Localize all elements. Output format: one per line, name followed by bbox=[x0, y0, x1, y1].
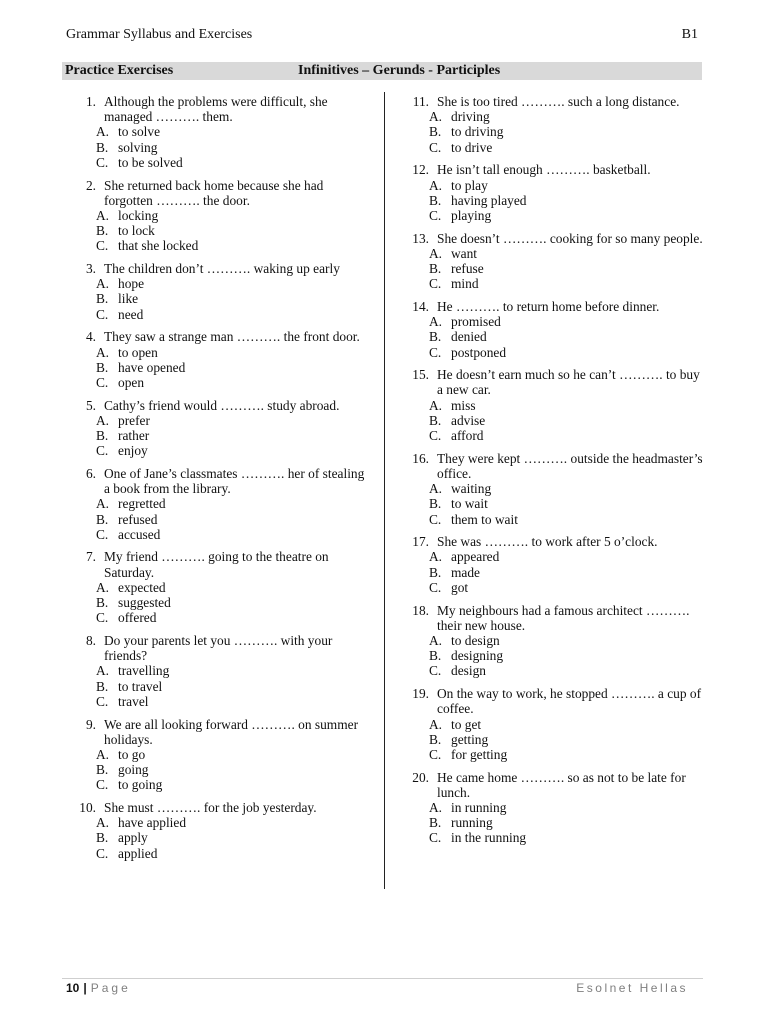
option-letter: A. bbox=[96, 276, 110, 292]
option-letter: B. bbox=[429, 412, 442, 428]
option-letter: B. bbox=[429, 564, 442, 580]
question-number: 11. bbox=[412, 94, 429, 109]
option-text: to drive bbox=[451, 139, 493, 155]
question-item bbox=[70, 717, 370, 793]
question-item bbox=[403, 770, 703, 846]
question-item bbox=[403, 231, 703, 292]
question-number: 19. bbox=[412, 686, 429, 702]
question-item bbox=[403, 162, 703, 223]
option-text: promised bbox=[451, 314, 501, 330]
option-letter: B. bbox=[429, 329, 442, 345]
question-number: 20. bbox=[412, 769, 429, 785]
option-text: miss bbox=[451, 397, 476, 413]
answer-option bbox=[403, 565, 703, 580]
question-item bbox=[403, 94, 703, 155]
answer-option bbox=[70, 496, 370, 511]
option-letter: B. bbox=[429, 648, 442, 664]
question-line bbox=[70, 94, 370, 124]
answer-option bbox=[70, 307, 370, 322]
section-bar bbox=[62, 62, 702, 80]
answer-option bbox=[70, 694, 370, 709]
option-text: want bbox=[451, 245, 478, 261]
question-number: 8. bbox=[85, 633, 96, 648]
question-text: They saw a strange man ………. the front door. bbox=[104, 329, 360, 345]
page-number: 10 bbox=[66, 981, 80, 995]
option-letter: A. bbox=[429, 109, 443, 125]
question-item bbox=[70, 178, 370, 254]
question-number: 9. bbox=[85, 716, 96, 732]
option-letter: A. bbox=[429, 633, 443, 648]
question-number: 16. bbox=[412, 450, 429, 466]
option-text: locking bbox=[118, 207, 159, 223]
option-text: to get bbox=[451, 716, 482, 732]
option-letter: C. bbox=[96, 526, 109, 542]
question-text: We are all looking forward ………. on summer holidays. bbox=[104, 716, 359, 747]
option-letter: B. bbox=[429, 261, 442, 277]
option-letter: A. bbox=[96, 663, 110, 679]
question-line bbox=[403, 299, 703, 314]
option-text: to solve bbox=[118, 124, 161, 140]
option-text: having played bbox=[451, 192, 527, 208]
document-title: Grammar Syllabus and Exercises bbox=[66, 27, 253, 42]
section-label: Practice Exercises bbox=[65, 63, 174, 78]
answer-option bbox=[403, 345, 703, 360]
option-letter: B. bbox=[96, 223, 109, 239]
question-text: One of Jane’s classmates ………. her of stealing a book from the library. bbox=[104, 465, 365, 497]
option-text: refuse bbox=[451, 261, 484, 277]
question-text: She must ………. for the job yesterday. bbox=[104, 800, 317, 816]
question-number: 3. bbox=[85, 261, 96, 277]
question-text: They were kept ………. outside the headmaster’s office. bbox=[437, 450, 703, 481]
questions-column-right bbox=[403, 94, 703, 853]
question-item bbox=[70, 466, 370, 542]
answer-option bbox=[403, 261, 703, 276]
question-number: 17. bbox=[412, 534, 429, 550]
answer-option bbox=[70, 345, 370, 360]
answer-option bbox=[70, 747, 370, 762]
question-line bbox=[403, 534, 703, 549]
column-divider bbox=[384, 92, 385, 889]
answer-option bbox=[403, 815, 703, 830]
option-text: like bbox=[118, 291, 139, 307]
option-letter: C. bbox=[96, 845, 109, 861]
answer-option bbox=[403, 747, 703, 762]
question-line bbox=[70, 398, 370, 413]
question-text: She was ………. to work after 5 o’clock. bbox=[437, 534, 658, 550]
option-text: design bbox=[451, 663, 486, 679]
question-item bbox=[70, 549, 370, 625]
question-line bbox=[403, 451, 703, 481]
option-text: rather bbox=[118, 428, 150, 444]
option-text: need bbox=[118, 306, 144, 322]
option-letter: B. bbox=[96, 428, 109, 444]
answer-option bbox=[70, 512, 370, 527]
answer-option bbox=[403, 549, 703, 564]
question-item bbox=[70, 261, 370, 322]
option-text: advise bbox=[451, 412, 486, 428]
option-text: apply bbox=[118, 830, 148, 846]
option-letter: B. bbox=[96, 359, 109, 375]
page-word: Page bbox=[90, 981, 131, 995]
option-text: to play bbox=[451, 177, 488, 193]
question-text: He ………. to return home before dinner. bbox=[437, 298, 660, 314]
question-number: 14. bbox=[412, 298, 429, 314]
answer-option bbox=[70, 124, 370, 139]
question-line bbox=[70, 800, 370, 815]
question-number: 4. bbox=[85, 329, 96, 345]
option-letter: A. bbox=[429, 177, 443, 193]
option-text: solving bbox=[118, 139, 158, 155]
option-letter: A. bbox=[429, 800, 443, 816]
question-text: He came home ………. so as not to be late for lunch. bbox=[437, 769, 686, 800]
question-item bbox=[70, 94, 370, 170]
question-item bbox=[70, 398, 370, 459]
answer-option bbox=[403, 140, 703, 155]
question-text: She is too tired ………. such a long distance. bbox=[437, 94, 680, 109]
answer-option bbox=[70, 815, 370, 830]
option-text: them to wait bbox=[451, 511, 518, 527]
option-text: hope bbox=[118, 276, 145, 292]
questions-column-left bbox=[70, 94, 370, 868]
answer-option bbox=[403, 109, 703, 124]
answer-option bbox=[70, 663, 370, 678]
option-text: in the running bbox=[451, 830, 527, 846]
answer-option bbox=[70, 443, 370, 458]
option-text: got bbox=[451, 579, 469, 595]
option-text: regretted bbox=[118, 496, 166, 512]
question-number: 5. bbox=[85, 397, 96, 413]
option-text: have applied bbox=[118, 815, 187, 831]
option-text: going bbox=[118, 762, 149, 778]
question-text: She returned back home because she had forgotten ………. the door. bbox=[104, 177, 324, 208]
answer-option bbox=[403, 717, 703, 732]
option-letter: C. bbox=[429, 139, 442, 155]
answer-option bbox=[403, 193, 703, 208]
option-letter: C. bbox=[429, 511, 442, 527]
answer-option bbox=[70, 580, 370, 595]
option-letter: B. bbox=[96, 139, 109, 155]
option-text: playing bbox=[451, 207, 492, 223]
option-letter: A. bbox=[429, 245, 443, 261]
question-item bbox=[403, 367, 703, 443]
option-letter: B. bbox=[96, 678, 109, 694]
question-text: She doesn’t ………. cooking for so many people. bbox=[437, 230, 703, 246]
question-text: Cathy’s friend would ………. study abroad. bbox=[104, 397, 340, 413]
option-letter: B. bbox=[429, 496, 442, 512]
option-letter: C. bbox=[429, 344, 442, 360]
option-text: accused bbox=[118, 526, 161, 542]
option-letter: C. bbox=[429, 830, 442, 846]
question-number: 13. bbox=[412, 230, 429, 246]
answer-option bbox=[403, 276, 703, 291]
option-text: to go bbox=[118, 746, 146, 762]
option-letter: C. bbox=[429, 746, 442, 762]
option-letter: A. bbox=[96, 579, 110, 595]
question-line bbox=[403, 603, 703, 633]
answer-option bbox=[70, 413, 370, 428]
option-letter: A. bbox=[429, 716, 443, 732]
question-text: On the way to work, he stopped ………. a cup of coffee. bbox=[437, 686, 702, 717]
question-number: 15. bbox=[412, 367, 429, 383]
answer-option bbox=[403, 732, 703, 747]
topic-title: Infinitives – Gerunds - Participles bbox=[298, 63, 501, 78]
option-text: travel bbox=[118, 693, 149, 709]
option-text: prefer bbox=[118, 412, 150, 428]
answer-option bbox=[70, 223, 370, 238]
option-letter: B. bbox=[429, 731, 442, 747]
question-line bbox=[70, 261, 370, 276]
option-letter: A. bbox=[96, 124, 110, 140]
answer-option bbox=[70, 375, 370, 390]
answer-option bbox=[70, 777, 370, 792]
answer-option bbox=[403, 580, 703, 595]
answer-option bbox=[403, 830, 703, 845]
option-text: driving bbox=[451, 109, 490, 125]
answer-option bbox=[403, 512, 703, 527]
question-text: My neighbours had a famous architect ………. their new house. bbox=[437, 602, 690, 633]
page-footer bbox=[66, 981, 131, 995]
option-text: to design bbox=[451, 633, 500, 648]
answer-option bbox=[70, 830, 370, 845]
answer-option bbox=[403, 648, 703, 663]
question-line bbox=[403, 770, 703, 800]
option-letter: C. bbox=[429, 579, 442, 595]
option-letter: B. bbox=[429, 815, 442, 831]
answer-option bbox=[403, 633, 703, 648]
option-text: afford bbox=[451, 428, 484, 444]
answer-option bbox=[70, 276, 370, 291]
option-letter: B. bbox=[96, 762, 109, 778]
question-item bbox=[70, 800, 370, 861]
question-line bbox=[403, 231, 703, 246]
option-text: travelling bbox=[118, 663, 170, 679]
option-text: to driving bbox=[451, 124, 504, 140]
question-number: 6. bbox=[85, 465, 96, 481]
publisher-name: Esolnet Hellas bbox=[576, 981, 688, 995]
answer-option bbox=[70, 679, 370, 694]
answer-option bbox=[70, 360, 370, 375]
option-letter: C. bbox=[96, 306, 109, 322]
option-text: have opened bbox=[118, 359, 186, 375]
question-text: Do your parents let you ………. with your friends? bbox=[104, 633, 333, 664]
answer-option bbox=[70, 155, 370, 170]
level-label: B1 bbox=[681, 27, 698, 42]
option-text: to going bbox=[118, 777, 163, 793]
option-text: waiting bbox=[451, 481, 492, 497]
question-item bbox=[403, 299, 703, 360]
question-text: He doesn’t earn much so he can’t ………. to buy a new car. bbox=[437, 367, 700, 398]
option-text: in running bbox=[451, 800, 507, 816]
option-letter: A. bbox=[96, 344, 110, 360]
option-letter: C. bbox=[96, 238, 109, 254]
option-letter: C. bbox=[429, 276, 442, 292]
answer-option bbox=[70, 428, 370, 443]
question-text: My friend ………. going to the theatre on Saturday. bbox=[104, 549, 329, 580]
answer-option bbox=[403, 246, 703, 261]
answer-option bbox=[403, 314, 703, 329]
answer-option bbox=[70, 140, 370, 155]
answer-option bbox=[70, 291, 370, 306]
answer-option bbox=[403, 178, 703, 193]
question-item bbox=[403, 686, 703, 762]
option-letter: A. bbox=[429, 481, 443, 497]
option-text: that she locked bbox=[118, 238, 199, 254]
answer-option bbox=[403, 800, 703, 815]
footer-separator: | bbox=[83, 981, 87, 995]
option-letter: A. bbox=[96, 496, 110, 512]
option-text: enjoy bbox=[118, 443, 148, 459]
option-letter: A. bbox=[96, 746, 110, 762]
option-letter: B. bbox=[96, 511, 109, 527]
answer-option bbox=[403, 329, 703, 344]
option-letter: B. bbox=[96, 830, 109, 846]
question-line bbox=[70, 466, 370, 496]
option-letter: B. bbox=[96, 291, 109, 307]
option-letter: B. bbox=[429, 192, 442, 208]
question-number: 7. bbox=[85, 549, 96, 565]
option-text: running bbox=[451, 815, 493, 831]
question-line bbox=[70, 549, 370, 579]
option-text: applied bbox=[118, 845, 158, 861]
question-line bbox=[403, 94, 703, 109]
question-text: The children don’t ………. waking up early bbox=[104, 261, 340, 277]
option-text: expected bbox=[118, 579, 166, 595]
option-letter: C. bbox=[429, 428, 442, 444]
option-text: open bbox=[118, 374, 145, 390]
option-letter: A. bbox=[429, 397, 443, 413]
option-text: to open bbox=[118, 344, 158, 360]
answer-option bbox=[403, 124, 703, 139]
option-text: to be solved bbox=[118, 154, 183, 170]
option-text: for getting bbox=[451, 746, 508, 762]
question-number: 12. bbox=[412, 162, 429, 178]
option-text: suggested bbox=[118, 595, 171, 611]
option-text: appeared bbox=[451, 549, 500, 565]
option-letter: C. bbox=[96, 693, 109, 709]
answer-option bbox=[70, 610, 370, 625]
question-number: 10. bbox=[79, 800, 96, 816]
option-text: to lock bbox=[118, 223, 155, 239]
option-text: mind bbox=[451, 276, 479, 292]
option-letter: C. bbox=[96, 374, 109, 390]
answer-option bbox=[70, 527, 370, 542]
question-line bbox=[403, 162, 703, 177]
option-text: to wait bbox=[451, 496, 488, 512]
question-line bbox=[70, 633, 370, 663]
question-line bbox=[70, 717, 370, 747]
option-text: refused bbox=[118, 511, 158, 527]
option-text: to travel bbox=[118, 678, 163, 694]
question-line bbox=[70, 178, 370, 208]
answer-option bbox=[70, 595, 370, 610]
answer-option bbox=[70, 238, 370, 253]
option-letter: C. bbox=[96, 610, 109, 626]
option-letter: B. bbox=[429, 124, 442, 140]
option-text: postponed bbox=[451, 344, 507, 360]
option-letter: A. bbox=[96, 412, 110, 428]
question-text: Although the problems were difficult, she managed ………. them. bbox=[104, 94, 328, 125]
option-letter: B. bbox=[96, 595, 109, 611]
option-text: denied bbox=[451, 329, 487, 345]
answer-option bbox=[70, 208, 370, 223]
option-letter: C. bbox=[96, 777, 109, 793]
option-text: getting bbox=[451, 731, 489, 747]
option-text: made bbox=[451, 564, 480, 580]
answer-option bbox=[403, 496, 703, 511]
question-number: 18. bbox=[412, 602, 429, 618]
question-item bbox=[403, 534, 703, 595]
answer-option bbox=[403, 413, 703, 428]
question-line bbox=[403, 367, 703, 397]
answer-option bbox=[403, 663, 703, 678]
question-line bbox=[403, 686, 703, 716]
question-number: 1. bbox=[85, 94, 96, 109]
option-letter: A. bbox=[429, 314, 443, 330]
question-text: He isn’t tall enough ………. basketball. bbox=[437, 162, 651, 178]
option-letter: A. bbox=[429, 549, 443, 565]
answer-option bbox=[70, 762, 370, 777]
footer-rule bbox=[62, 978, 703, 979]
answer-option bbox=[403, 481, 703, 496]
question-item bbox=[70, 329, 370, 390]
answer-option bbox=[403, 428, 703, 443]
option-letter: A. bbox=[96, 815, 110, 831]
answer-option bbox=[403, 398, 703, 413]
question-line bbox=[70, 329, 370, 344]
option-text: designing bbox=[451, 648, 504, 664]
option-letter: C. bbox=[429, 207, 442, 223]
question-number: 2. bbox=[85, 177, 96, 193]
option-text: offered bbox=[118, 610, 157, 626]
option-letter: A. bbox=[96, 207, 110, 223]
question-item bbox=[403, 451, 703, 527]
option-letter: C. bbox=[429, 663, 442, 679]
answer-option bbox=[403, 208, 703, 223]
option-letter: C. bbox=[96, 154, 109, 170]
question-item bbox=[403, 603, 703, 679]
answer-option bbox=[70, 846, 370, 861]
option-letter: C. bbox=[96, 443, 109, 459]
question-item bbox=[70, 633, 370, 709]
